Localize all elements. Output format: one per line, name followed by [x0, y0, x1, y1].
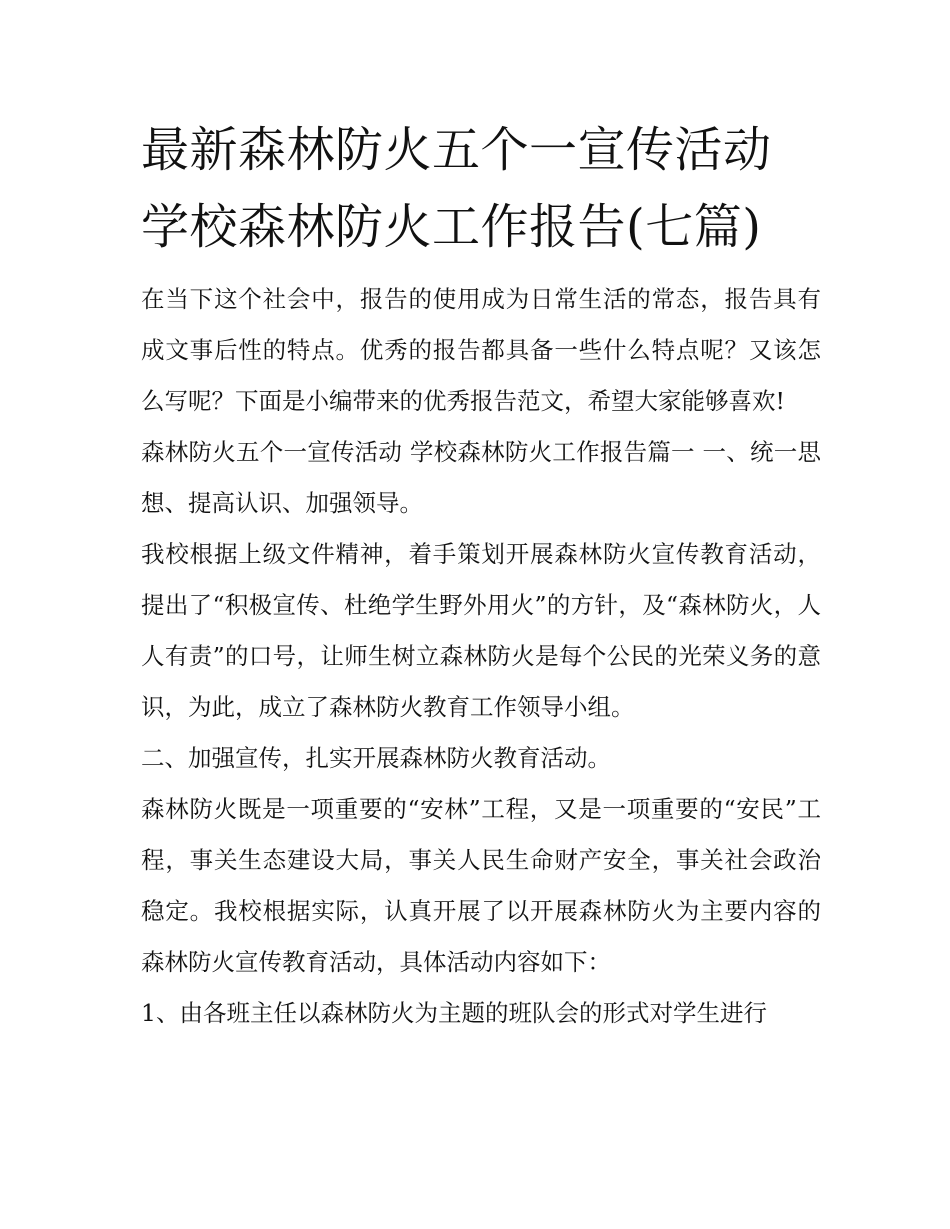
document-title: 最新森林防火五个一宣传活动 学校森林防火工作报告(七篇)	[141, 122, 772, 255]
section-heading-paragraph: 森林防火五个一宣传活动 学校森林防火工作报告篇一 一、统一思想、提高认识、加强领导。	[141, 438, 821, 517]
intro-paragraph: 在当下这个社会中，报告的使用成为日常生活的常态，报告具有成文事后性的特点。优秀的报告都具备一些什么特点呢？又该怎么写呢？下面是小编带来的优秀报告范文，希望大家能够喜欢!	[141, 285, 821, 415]
body-paragraph: 我校根据上级文件精神，着手策划开展森林防火宣传教育活动，提出了“积极宣传、杜绝学生野外用火”的方针，及“森林防火，人人有责”的口号，让师生树立森林防火是每个公民的光荣义务的意识，为此，成立了森林防火教育工作领导小组。	[141, 540, 821, 721]
list-item-paragraph: 1、由各班主任以森林防火为主题的班队会的形式对学生进行	[141, 999, 767, 1027]
document-body	[141, 112, 821, 1039]
section-heading-paragraph: 二、加强宣传，扎实开展森林防火教育活动。	[141, 744, 611, 772]
body-paragraph: 森林防火既是一项重要的“安林”工程，又是一项重要的“安民”工程，事关生态建设大局，事关人民生命财产安全，事关社会政治稳定。我校根据实际，认真开展了以开展森林防火为主要内容的森林防火宣传教育活动，具体活动内容如下：	[141, 795, 821, 976]
